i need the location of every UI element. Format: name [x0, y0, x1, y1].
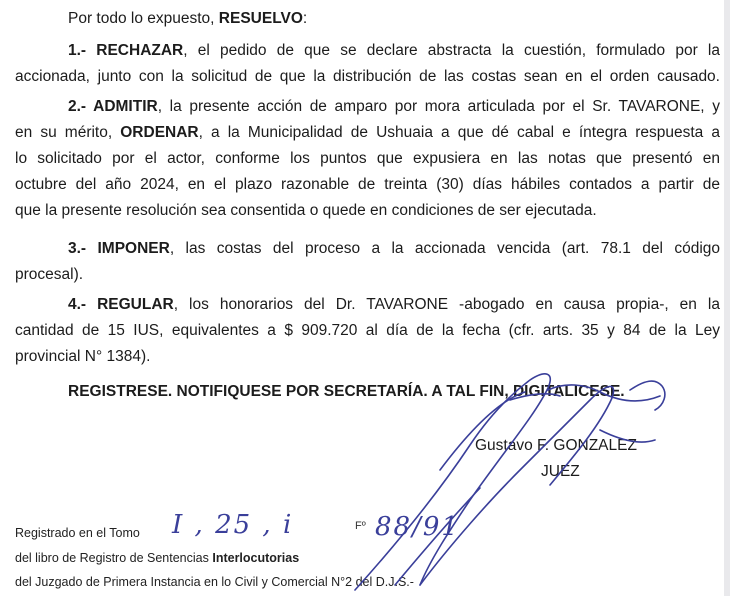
p4-text-1: , los honorarios del Dr. TAVARONE -abogado en causa propia-, en la: [173, 296, 720, 313]
p4-number: 4.- REGULAR: [68, 296, 174, 313]
registry-text-2: del libro de Registro de Sentencias: [15, 551, 213, 565]
registry-line-1: Registrado en el Tomo: [15, 526, 140, 540]
p2-text-2c: , a la Municipalidad de Ushuaia a que dé cabal e íntegra respuesta a: [198, 124, 720, 141]
p4-text-2: cantidad de 15 IUS, equivalentes a $ 909.720 al día de la fecha (cfr. arts. 35 y 84 de la Ley: [15, 322, 720, 339]
p3-text-2: procesal).: [15, 266, 84, 283]
page-edge: [724, 0, 730, 596]
p4-text-3: provincial N° 1384).: [15, 348, 151, 365]
intro-text: Por todo lo expuesto,: [68, 10, 219, 27]
p2-text-3: lo solicitado por el actor, conforme los puntos que expusiera en las notas que presentó en: [15, 150, 720, 167]
p2-number: 2.- ADMITIR: [68, 98, 158, 115]
p2-text-2a: en su mérito,: [15, 124, 121, 141]
interlocutorias-word: Interlocutorias: [212, 551, 300, 565]
intro-colon: :: [302, 10, 308, 27]
ordenar-word: ORDENAR: [120, 124, 199, 141]
folio-label: Fº: [355, 520, 366, 532]
p2-text-5: que la presente resolución sea consentida o quede en condiciones de ser ejecutada.: [15, 202, 597, 219]
p3-text-1: , las costas del proceso a la accionada vencida (art. 78.1 del código: [169, 240, 721, 257]
p3-number: 3.- IMPONER: [68, 240, 170, 257]
registry-line-3: del Juzgado de Primera Instancia en lo Civil y Comercial N°2 del D.J.S.-: [15, 575, 414, 589]
p1-number: 1.- RECHAZAR: [68, 42, 184, 59]
p2-text-4: octubre del año 2024, en el plazo razonable de treinta (30) días hábiles contados a partir de: [15, 176, 720, 193]
handwritten-tomo: I , 25 , i: [172, 510, 294, 540]
p2-text-1: , la presente acción de amparo por mora articulada por el Sr. TAVARONE, y: [157, 98, 720, 115]
p1-text-2: accionada, junto con la solicitud de que la distribución de las costas sean en el orden causado.: [15, 68, 720, 85]
signature-title: JUEZ: [541, 463, 580, 480]
handwritten-folio: 88/91: [375, 512, 460, 542]
closing-line: REGISTRESE. NOTIFIQUESE POR SECRETARÍA. A TAL FIN, DIGITALICESE.: [68, 383, 625, 400]
p1-text-1: , el pedido de que se declare abstracta la cuestión, formulado por la: [183, 42, 720, 59]
signature-name: Gustavo F. GONZALEZ: [475, 437, 637, 454]
resuelvo-heading: RESUELVO: [218, 10, 303, 27]
